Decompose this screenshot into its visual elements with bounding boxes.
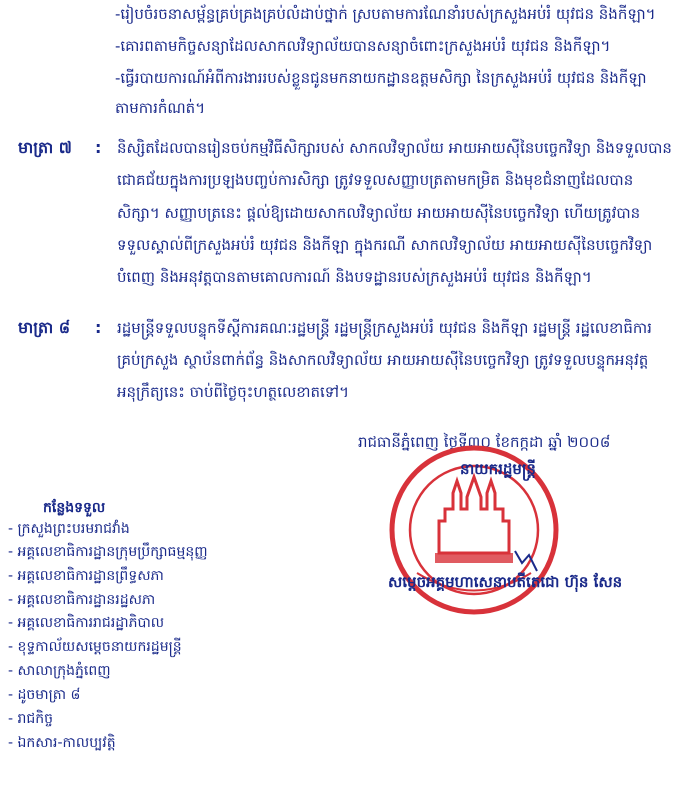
bullet-line-1: -រៀបចំរចនាសម្ព័ន្ធគ្រប់គ្រងគ្រប់លំដាប់ថ្នាក់ ស្របតាមការណែនាំរបស់ក្រសួងអប់រំ យុវជន និងកីឡា។ bbox=[115, 5, 656, 23]
article-7-line-4: ទទួលស្គាល់ពីក្រសួងអប់រំ យុវជន និងកីឡា ក្នុងករណី សាកលវិទ្យាល័យ អាយអាយស៊ីនៃបច្ចេកវិទ្យា bbox=[117, 236, 653, 254]
date-line: រាជធានីភ្នំពេញ ថ្ងៃទី៣០ ខែកក្កដា ឆ្នាំ ២០០៨ bbox=[358, 433, 611, 451]
recipient-item: - ដូចមាត្រា ៨ bbox=[8, 687, 81, 703]
signatory-name: សម្តេចអគ្គមហាសេនាបតីតេជោ ហ៊ុន សែន bbox=[388, 573, 623, 591]
article-8-colon: : bbox=[95, 318, 102, 337]
article-7-line-3: សិក្សា។ សញ្ញាបត្រនេះ ផ្តល់ឱ្យដោយសាកលវិទ្យាល័យ អាយអាយស៊ីនៃបច្ចេកវិទ្យា ហើយត្រូវបាន bbox=[117, 204, 641, 222]
article-7-colon: : bbox=[95, 138, 102, 157]
article-7-line-2: ជោគជ័យក្នុងការប្រឡងបញ្ចប់ការសិក្សា ត្រូវទទួលសញ្ញាបត្រតាមកម្រិត និងមុខជំនាញដែលបាន bbox=[117, 171, 634, 189]
bullet-line-2: -គោរពតាមកិច្ចសន្យាដែលសាកលវិទ្យាល័យបានសន្យាចំពោះក្រសួងអប់រំ យុវជន និងកីឡា។ bbox=[115, 37, 611, 55]
bullet-line-3: -ធ្វើរបាយការណ៍អំពីការងាររបស់ខ្លួនជូនមកនាយកដ្ឋានឧត្តមសិក្សា នៃក្រសួងអប់រំ យុវជន និងកីឡា bbox=[115, 69, 647, 87]
recipient-item: - រាជកិច្ច bbox=[8, 711, 54, 727]
recipient-item: - សាលាក្រុងភ្នំពេញ bbox=[8, 663, 111, 679]
recipients-title: កន្លែងទទួល bbox=[43, 500, 106, 516]
recipient-item: - ក្រសួងព្រះបរមរាជវាំង bbox=[8, 521, 130, 537]
article-8-line-3: អនុក្រឹត្យនេះ ចាប់ពីថ្ងៃចុះហត្ថលេខាតទៅ។ bbox=[117, 383, 349, 401]
recipient-item: - ឯកសារ-កាលប្បវត្តិ bbox=[8, 735, 116, 751]
recipient-item: - អគ្គលេខាធិការដ្ឋានក្រុមប្រឹក្សាធម្មនុញ្ញ bbox=[8, 544, 208, 560]
recipient-item: - អគ្គលេខាធិការដ្ឋានរដ្ឋសភា bbox=[8, 592, 156, 608]
article-7-line-5: បំពេញ និងអនុវត្តបានតាមគោលការណ៍ និងបទដ្ឋានរបស់ក្រសួងអប់រំ យុវជន និងកីឡា។ bbox=[117, 268, 592, 286]
recipient-item: - អគ្គលេខាធិការដ្ឋានព្រឹទ្ធសភា bbox=[8, 568, 164, 584]
signatory-title: នាយករដ្ឋមន្ត្រី bbox=[460, 460, 536, 478]
article-8-label: មាត្រា ៨ bbox=[18, 318, 71, 337]
article-8-line-1: រដ្ឋមន្ត្រីទទួលបន្ទុកទីស្តីការគណៈរដ្ឋមន្ត្រី រដ្ឋមន្ត្រីក្រសួងអប់រំ យុវជន និងកីឡា រដ្ឋមន្ត្រី រដ្ឋលេខាធិការ bbox=[117, 319, 652, 337]
recipient-item: - អគ្គលេខាធិការរាជរដ្ឋាភិបាល bbox=[8, 615, 165, 631]
article-7-label: មាត្រា ៧ bbox=[18, 138, 72, 157]
article-7-line-1: និស្សិតដែលបានរៀនចប់កម្មវិធីសិក្សារបស់ សាកលវិទ្យាល័យ អាយអាយស៊ីនៃបច្ចេកវិទ្យា និងទទួលបាន bbox=[117, 139, 672, 157]
bullet-line-4: តាមការកំណត់។ bbox=[115, 99, 206, 117]
article-8-line-2: គ្រប់ក្រសួង ស្ថាប័នពាក់ព័ន្ធ និងសាកលវិទ្យាល័យ អាយអាយស៊ីនៃបច្ចេកវិទ្យា ត្រូវទទួលបន្ទុកអនុវត្ត bbox=[117, 351, 649, 369]
recipient-item: - ខុទ្ទកាល័យសម្តេចនាយករដ្ឋមន្ត្រី bbox=[8, 639, 182, 655]
